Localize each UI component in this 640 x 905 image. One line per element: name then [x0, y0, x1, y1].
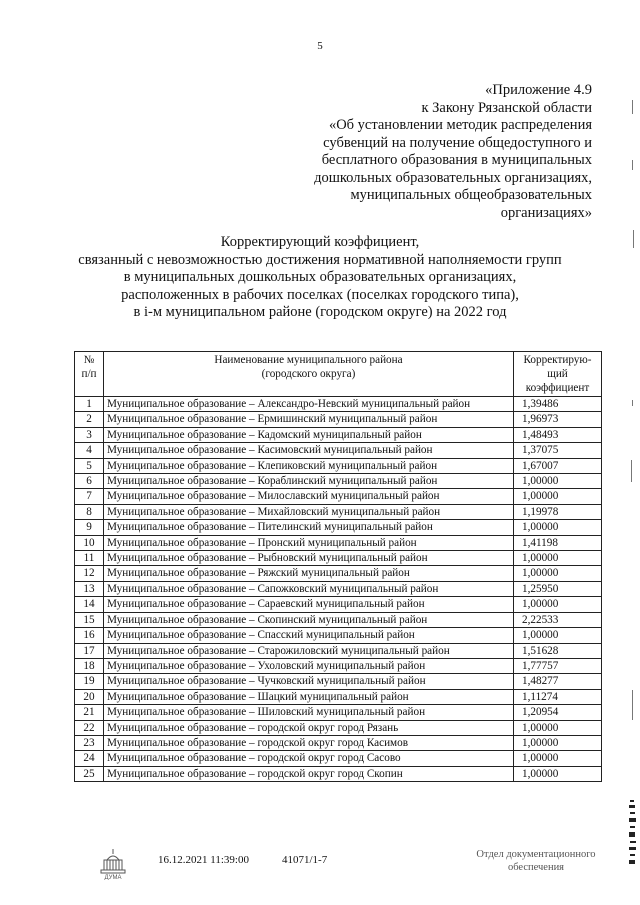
table-row [75, 489, 602, 504]
row-number: 23 [75, 735, 104, 750]
table-row [75, 443, 602, 458]
header-coefficient-line: щий [547, 368, 568, 380]
municipality-name: Муниципальное образование – Милославский муниципальный район [104, 489, 514, 504]
coefficient-value: 1,00000 [514, 628, 602, 643]
table-header-row [75, 352, 602, 397]
title-line: расположенных в рабочих поселках (поселках городского типа), [121, 286, 519, 303]
duma-building-logo-icon [96, 846, 130, 880]
row-number: 20 [75, 689, 104, 704]
coefficient-value: 1,25950 [514, 581, 602, 596]
title-line: связанный с невозможностью достижения нормативной наполняемости групп [78, 251, 562, 268]
footer-datetime: 16.12.2021 11:39:00 [158, 854, 249, 866]
municipality-name: Муниципальное образование – Пронский муниципальный район [104, 535, 514, 550]
row-number: 2 [75, 412, 104, 427]
header-name [104, 352, 514, 397]
header-num [75, 352, 104, 397]
appendix-header [262, 82, 592, 222]
municipality-name: Муниципальное образование – Скопинский муниципальный район [104, 612, 514, 627]
svg-text:ДУМА: ДУМА [104, 875, 122, 880]
department-line: Отдел документационного [476, 849, 596, 860]
row-number: 15 [75, 612, 104, 627]
municipality-name: Муниципальное образование – городской округ город Касимов [104, 735, 514, 750]
municipality-name: Муниципальное образование – городской округ город Скопин [104, 766, 514, 781]
row-number: 8 [75, 504, 104, 519]
coefficient-value: 1,00000 [514, 735, 602, 750]
municipality-name: Муниципальное образование – Касимовский муниципальный район [104, 443, 514, 458]
title-line: в i-м муниципальном районе (городском округе) на 2022 год [133, 304, 507, 320]
row-number: 14 [75, 597, 104, 612]
municipality-name: Муниципальное образование – Шиловский муниципальный район [104, 705, 514, 720]
title-line: Корректирующий коэффициент, [220, 234, 420, 250]
table-row [75, 458, 602, 473]
table-row [75, 535, 602, 550]
municipality-name: Муниципальное образование – Клепиковский муниципальный район [104, 458, 514, 473]
coefficient-value: 1,00000 [514, 766, 602, 781]
department-line: обеспечения [507, 862, 565, 873]
appendix-line: муниципальных общеобразовательных [350, 187, 592, 203]
municipality-name: Муниципальное образование – Шацкий муниципальный район [104, 689, 514, 704]
coefficient-value: 1,19978 [514, 504, 602, 519]
row-number: 21 [75, 705, 104, 720]
table-body [75, 397, 602, 782]
coefficient-value: 1,96973 [514, 412, 602, 427]
table-row [75, 474, 602, 489]
coefficient-value: 1,51628 [514, 643, 602, 658]
table-row [75, 751, 602, 766]
row-number: 10 [75, 535, 104, 550]
municipality-name: Муниципальное образование – Пителинский муниципальный район [104, 520, 514, 535]
appendix-line: субвенций на получение общедоступного и [323, 134, 592, 151]
row-number: 16 [75, 628, 104, 643]
appendix-line: бесплатного образования в муниципальных [321, 152, 592, 168]
table-row [75, 735, 602, 750]
row-number: 4 [75, 443, 104, 458]
coefficient-value: 1,00000 [514, 520, 602, 535]
coefficient-value: 1,00000 [514, 751, 602, 766]
coefficient-value: 1,77757 [514, 658, 602, 673]
coefficient-value: 1,00000 [514, 566, 602, 581]
table-row [75, 581, 602, 596]
table-row [75, 720, 602, 735]
coefficient-table [74, 351, 602, 782]
coefficient-value: 1,20954 [514, 705, 602, 720]
municipality-name: Муниципальное образование – Рыбновский муниципальный район [104, 551, 514, 566]
table-row [75, 766, 602, 781]
table-row [75, 612, 602, 627]
municipality-name: Муниципальное образование – Ермишинский муниципальный район [104, 412, 514, 427]
table-row [75, 674, 602, 689]
appendix-line: дошкольных образовательных организациях, [314, 169, 592, 186]
municipality-name: Муниципальное образование – Ряжский муниципальный район [104, 566, 514, 581]
row-number: 13 [75, 581, 104, 596]
coefficient-value: 1,00000 [514, 489, 602, 504]
appendix-line: «Приложение 4.9 [485, 82, 592, 98]
municipality-name: Муниципальное образование – Спасский муниципальный район [104, 628, 514, 643]
municipality-name: Муниципальное образование – Чучковский муниципальный район [104, 674, 514, 689]
row-number: 9 [75, 520, 104, 535]
municipality-name: Муниципальное образование – городской округ город Сасово [104, 751, 514, 766]
table-row [75, 566, 602, 581]
row-number: 1 [75, 397, 104, 412]
appendix-line: к Закону Рязанской области [421, 99, 592, 116]
table-row [75, 628, 602, 643]
coefficient-value: 1,41198 [514, 535, 602, 550]
row-number: 17 [75, 643, 104, 658]
table-row [75, 520, 602, 535]
row-number: 24 [75, 751, 104, 766]
coefficient-value: 1,48493 [514, 427, 602, 442]
table-row [75, 427, 602, 442]
header-coefficient-line: Корректирую- [523, 354, 592, 366]
table-row [75, 643, 602, 658]
table-row [75, 504, 602, 519]
municipality-name: Муниципальное образование – Ухоловский муниципальный район [104, 658, 514, 673]
coefficient-value: 1,39486 [514, 397, 602, 412]
table-row [75, 412, 602, 427]
coefficient-value: 1,37075 [514, 443, 602, 458]
coefficient-value: 1,11274 [514, 689, 602, 704]
municipality-name: Муниципальное образование – Старожиловский муниципальный район [104, 643, 514, 658]
municipality-name: Муниципальное образование – Александро-Невский муниципальный район [104, 397, 514, 412]
municipality-name: Муниципальное образование – Кораблинский муниципальный район [104, 474, 514, 489]
row-number: 19 [75, 674, 104, 689]
header-num-line: № [83, 354, 95, 366]
coefficient-value: 1,00000 [514, 551, 602, 566]
coefficient-value: 1,00000 [514, 597, 602, 612]
title-line: в муниципальных дошкольных образовательных организациях, [123, 269, 517, 285]
municipality-name: Муниципальное образование – Михайловский муниципальный район [104, 504, 514, 519]
row-number: 7 [75, 489, 104, 504]
coefficient-value: 2,22533 [514, 612, 602, 627]
row-number: 25 [75, 766, 104, 781]
row-number: 18 [75, 658, 104, 673]
appendix-line: организациях» [500, 204, 592, 221]
table-row [75, 705, 602, 720]
coefficient-value: 1,67007 [514, 458, 602, 473]
scan-edge-marks [626, 0, 640, 905]
header-name-line: (городского округа) [261, 368, 356, 380]
header-num-line: п/п [81, 368, 97, 380]
municipality-name: Муниципальное образование – Сапожковский муниципальный район [104, 581, 514, 596]
row-number: 6 [75, 474, 104, 489]
row-number: 3 [75, 427, 104, 442]
header-coefficient-line: коэффициент [525, 382, 590, 394]
header-name-line: Наименование муниципального района [214, 354, 403, 366]
municipality-name: Муниципальное образование – Сараевский муниципальный район [104, 597, 514, 612]
footer-department-stamp [476, 848, 596, 874]
table-row [75, 689, 602, 704]
page-number: 5 [317, 40, 323, 52]
appendix-line: «Об установлении методик распределения [328, 117, 592, 133]
table-row [75, 551, 602, 566]
municipality-name: Муниципальное образование – Кадомский муниципальный район [104, 427, 514, 442]
coefficient-value: 1,00000 [514, 720, 602, 735]
row-number: 22 [75, 720, 104, 735]
header-coefficient [514, 352, 602, 397]
table-row [75, 658, 602, 673]
table-row [75, 597, 602, 612]
footer-doc-number: 41071/1-7 [282, 854, 328, 866]
table-row [75, 397, 602, 412]
coefficient-value: 1,48277 [514, 674, 602, 689]
municipality-name: Муниципальное образование – городской округ город Рязань [104, 720, 514, 735]
row-number: 12 [75, 566, 104, 581]
coefficient-value: 1,00000 [514, 474, 602, 489]
document-title [40, 234, 600, 322]
row-number: 11 [75, 551, 104, 566]
row-number: 5 [75, 458, 104, 473]
